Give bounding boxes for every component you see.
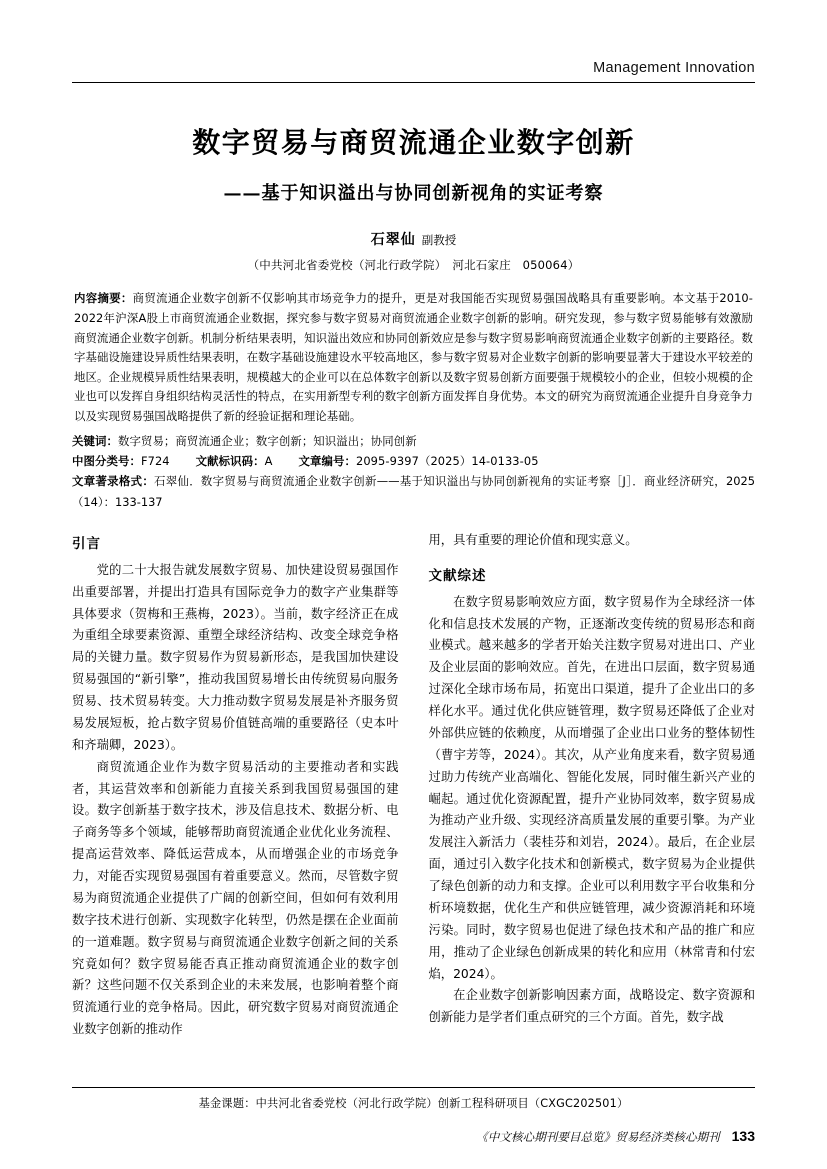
citation-line — [72, 471, 755, 512]
fund-note: 基金课题：中共河北省委党校（河北行政学院）创新工程科研项目（CXGC202501） — [198, 1097, 629, 1110]
clc-value: F724 — [140, 453, 170, 468]
paragraph: 商贸流通企业作为数字贸易活动的主要推动者和实践者，其运营效率和创新能力直接关系到我国贸易强国的建设。数字创新基于数字技术，涉及信息技术、数据分析、电子商务等多个领域，能够帮助商贸流通企业优化业务流程、提高运营效率、降低运营成本，从而增强企业的市场竞争力，对能否实现贸易强国有着重要意义。然而，尽管数字贸易为商贸流通企业提供了广阔的创新空间，但如何有效利用数字技术进行创新、实现数字化转型，仍然是摆在企业面前的一道难题。数字贸易与商贸流通企业数字创新之间的关系究竟如何？数字贸易能否真正推动商贸流通企业的数字创新？这些问题不仅关系到企业的未来发展，也影响着整个商贸流通行业的竞争格局。因此，研究数字贸易对商贸流通企业数字创新的推动作 — [72, 759, 399, 1037]
header-divider — [72, 82, 755, 83]
citation-label: 文章著录格式： — [72, 474, 155, 489]
page-title: 数字贸易与商贸流通企业数字创新 — [192, 126, 635, 159]
article-no-label: 文章编号： — [298, 453, 356, 468]
footnote-area — [72, 1087, 755, 1111]
keywords-line — [72, 431, 755, 451]
author-line — [72, 229, 755, 249]
abstract-label: 内容摘要： — [74, 291, 133, 306]
abstract-text: 商贸流通企业数字创新不仅影响其市场竞争力的提升，更是对我国能否实现贸易强国战略具有重要影响。本文基于2010-2022年沪深A股上市商贸流通企业数据，探究参与数字贸易对商贸流通企业数字创新的影响。研究发现，参与数字贸易能够有效激励商贸流通企业数字创新。机制分析结果表明，知识溢出效应和协同创新效应是参与数字贸易影响商贸流通企业数字创新的主要路径。数字基础设施建设异质性结果表明，在数字基础设施建设水平较高地区，参与数字贸易对企业数字创新的影响要显著大于建设水平较差的地区。企业规模异质性结果表明，规模越大的企业可以在总体数字创新以及数字贸易创新方面要强于规模较小的企业，但较小规模的企业也可以发挥自身组织结构灵活性的特点，在实用新型专利的数字创新方面发挥自身优势。本文的研究为商贸流通企业提升自身竞争力以及实现贸易强国战略提供了新的经验证据和理论基础。 — [74, 291, 753, 424]
paragraph-continued: 用，具有重要的理论价值和现实意义。 — [428, 532, 638, 547]
doc-code-label: 文献标识码： — [195, 453, 265, 468]
left-column — [72, 530, 399, 1041]
author-name: 石翠仙 — [370, 232, 416, 249]
footnote-divider — [72, 1087, 755, 1088]
citation-text: 石翠仙．数字贸易与商贸流通企业数字创新——基于知识溢出与协同创新视角的实证考察［J］．商业经济研究，2025（14）：133-137 — [72, 474, 755, 509]
paragraph: 在企业数字创新影响因素方面，战略设定、数字资源和创新能力是学者们重点研究的三个方面。首先，数字战 — [428, 988, 755, 1025]
section-heading-literature: 文献综述 — [428, 567, 487, 584]
page-subtitle: ——基于知识溢出与协同创新视角的实证考察 — [223, 183, 604, 205]
clc-label: 中图分类号： — [72, 453, 141, 468]
paragraph: 党的二十大报告就发展数字贸易、加快建设贸易强国作出重要部署，并提出打造具有国际竞争力的数字产业集群等具体要求（贺梅和王燕梅，2023）。当前，数字经济正在成为重组全球要素资源、重塑全球经济结构、改变全球竞争格局的关键力量。数字贸易作为贸易新形态，是我国加快建设贸易强国的“新引擎”，推动我国贸易增长由传统贸易向服务贸易、技术贸易转变。大力推动数字贸易发展是补齐服务贸易发展短板，抢占数字贸易价值链高端的重要路径（史本叶和齐瑞卿，2023）。 — [72, 562, 399, 752]
page-number: 133 — [731, 1128, 755, 1144]
body-columns — [72, 530, 755, 1041]
keywords-text: 数字贸易；商贸流通企业；数字创新；知识溢出；协同创新 — [117, 433, 417, 448]
keywords-label: 关键词： — [72, 433, 118, 448]
classification-line — [72, 451, 755, 471]
running-head: Management Innovation — [593, 60, 755, 76]
journal-note: 《中文核心期刊要目总览》贸易经济类核心期刊 — [476, 1130, 720, 1144]
article-no-value: 2095-9397（2025）14-0133-05 — [355, 453, 539, 468]
author-affiliation: （中共河北省委党校（河北行政学院） 河北石家庄 050064） — [247, 258, 580, 273]
abstract-block — [74, 289, 753, 426]
page-footer — [72, 1128, 755, 1145]
author-rank: 副教授 — [421, 233, 457, 248]
doc-code-value: A — [264, 453, 273, 468]
paragraph: 在数字贸易影响效应方面，数字贸易作为全球经济一体化和信息技术发展的产物，正逐渐改变传统的贸易形态和商业模式。越来越多的学者开始关注数字贸易对进出口、产业及企业层面的影响效应。首先，在进出口层面，数字贸易通过深化全球市场布局，拓宽出口渠道，提升了企业出口的多样化水平。通过优化供应链管理，数字贸易还降低了企业对外部供应链的依赖度，从而增强了企业出口业务的整体韧性（曹宇芳等，2024）。其次，从产业角度来看，数字贸易通过助力传统产业高端化、智能化发展，同时催生新兴产业的崛起。通过优化资源配置，提升产业协同效率，数字贸易成为推动产业升级、实现经济高质量发展的重要引擎。为产业发展注入新活力（裴桂芬和刘岩，2024）。最后，在企业层面，通过引入数字化技术和创新模式，数字贸易为企业提供了绿色创新的动力和支撑。企业可以利用数字平台收集和分析环境数据，优化生产和供应链管理，减少资源消耗和环境污染。同时，数字贸易也促进了绿色技术和产品的推广和应用，推动了企业绿色创新成果的转化和应用（林常青和付宏焰，2024）。 — [428, 594, 755, 981]
section-heading-intro: 引言 — [72, 535, 101, 552]
right-column — [429, 530, 756, 1041]
